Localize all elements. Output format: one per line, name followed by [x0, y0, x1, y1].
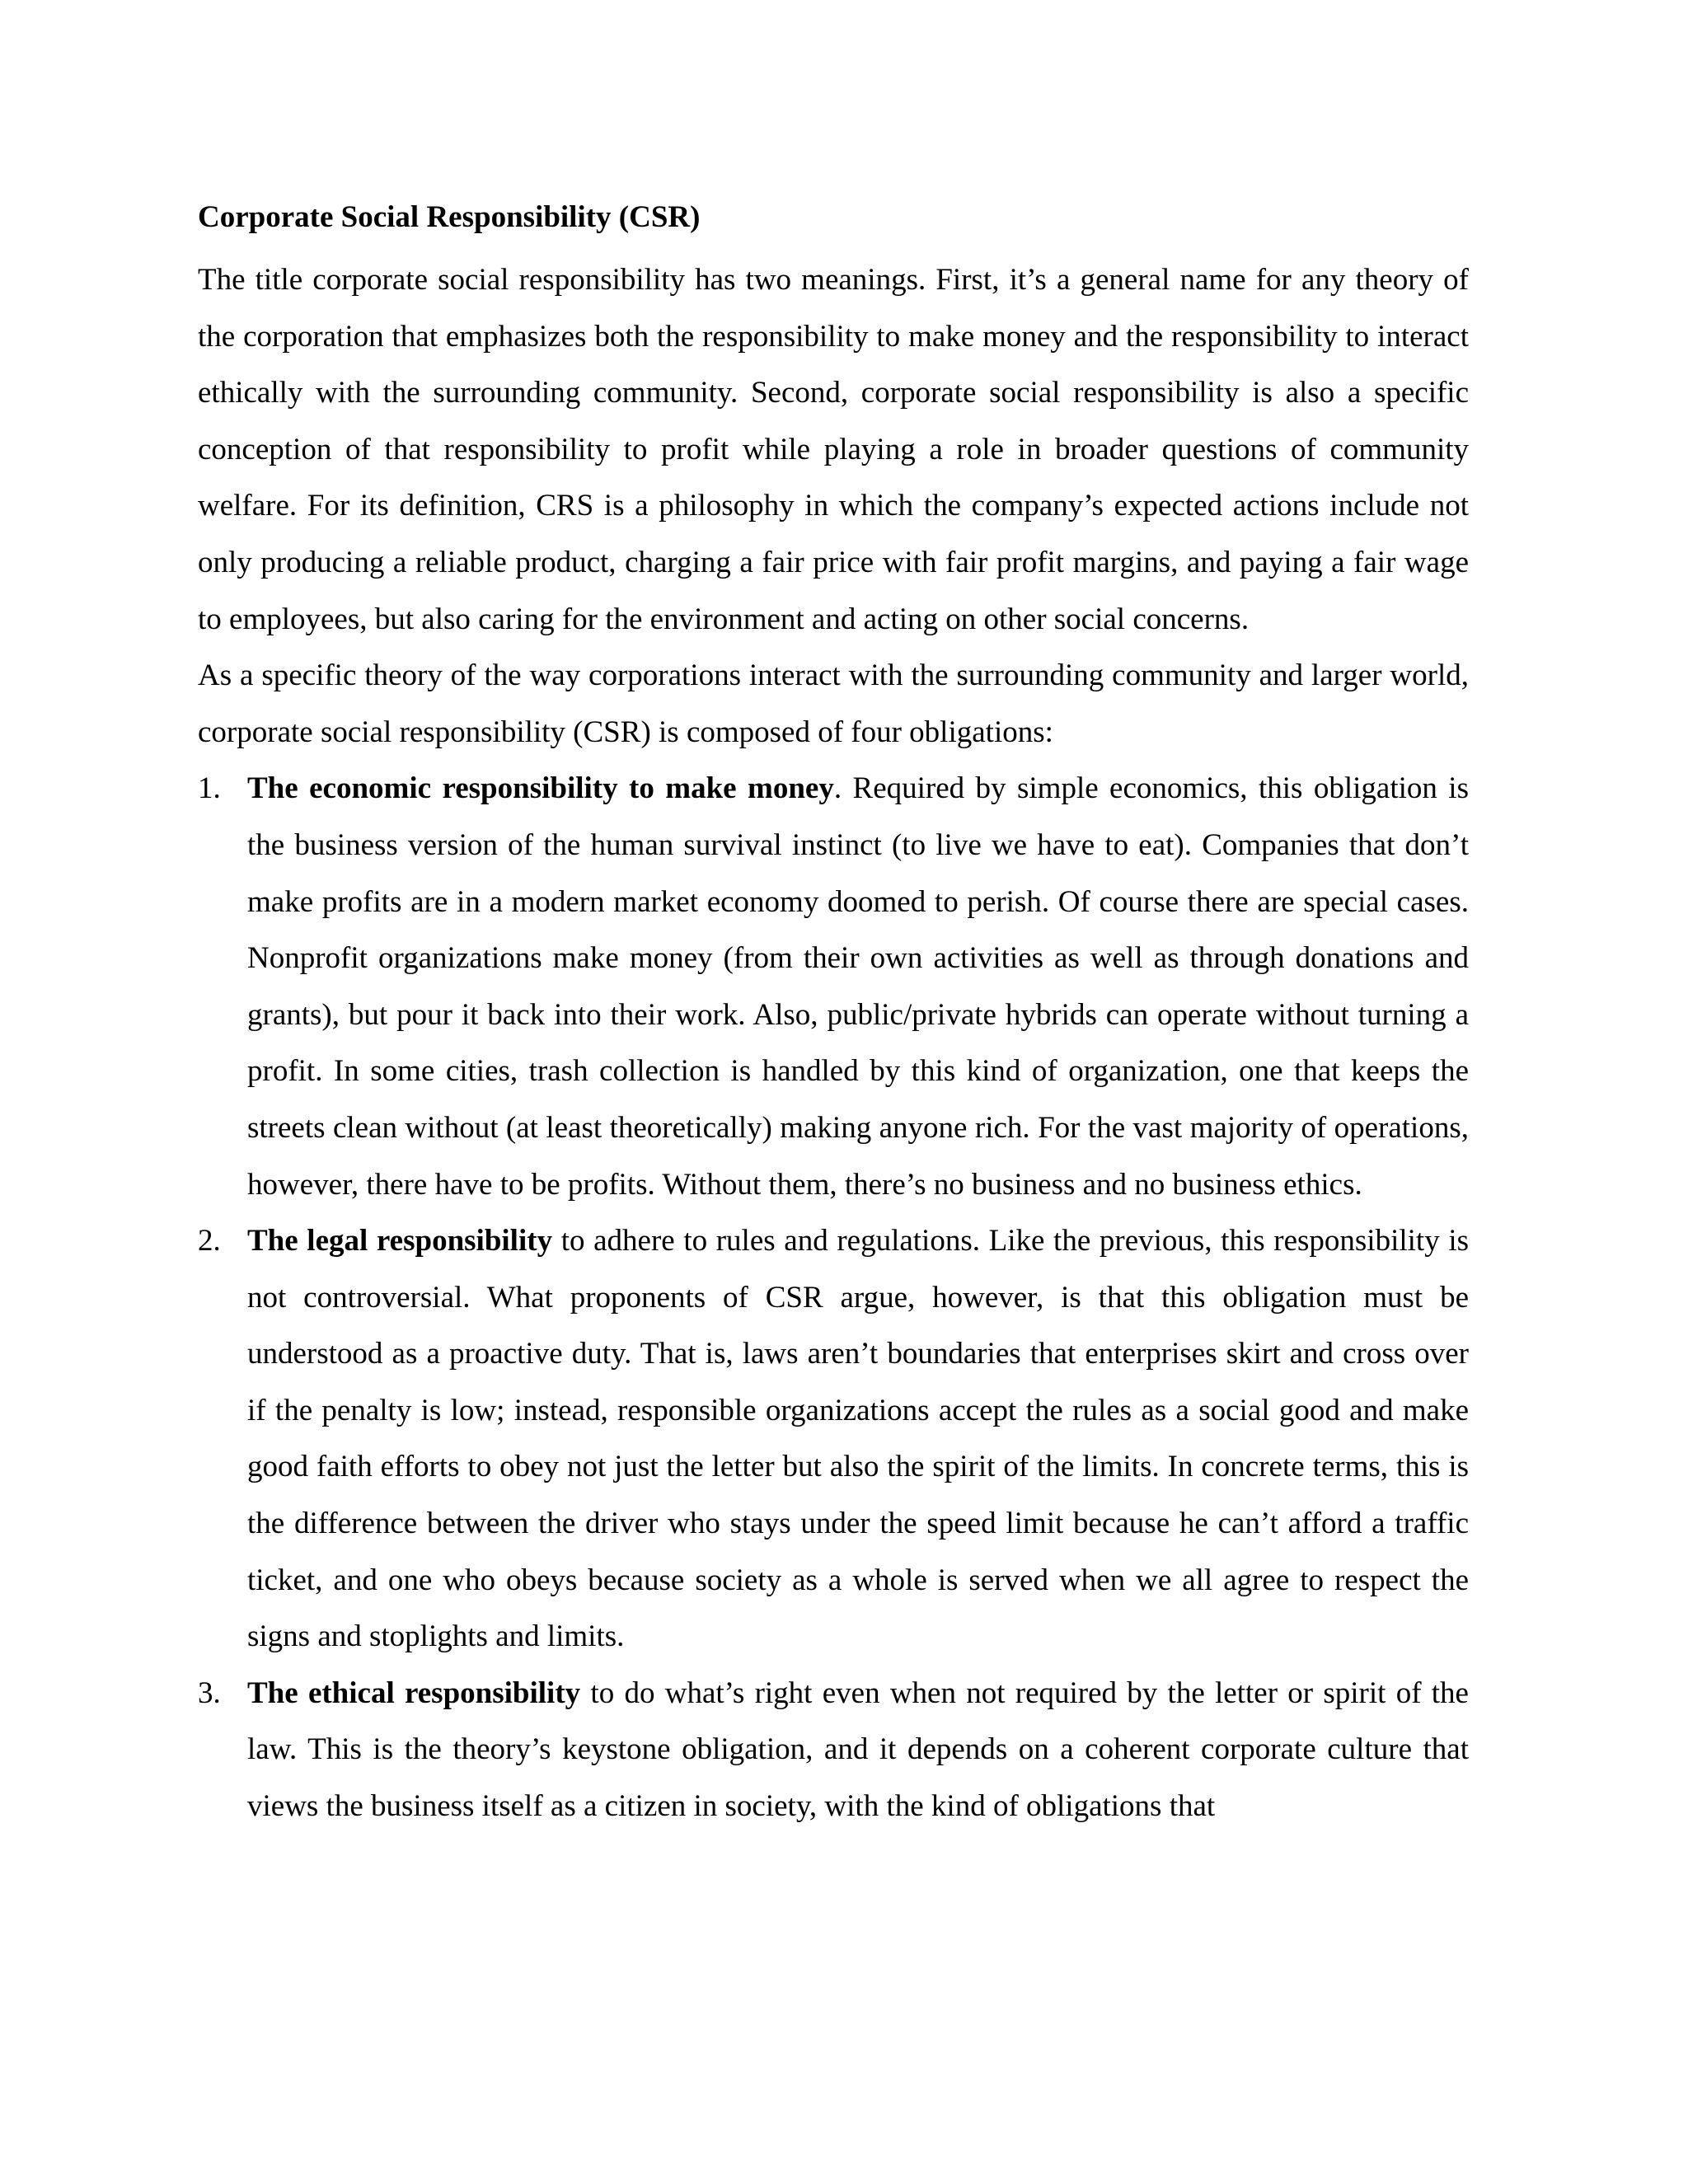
obligation-item-ethical [198, 1666, 1469, 1835]
list-number: 2. [198, 1224, 221, 1258]
obligation-term: The economic responsibility to make money [247, 771, 834, 806]
list-number: 1. [198, 771, 221, 806]
list-number: 3. [198, 1675, 221, 1710]
obligation-text: . Required by simple economics, this obligation is the business version of the human survival instinct (to live we have to eat). Companies that don’t make profits are in a modern market economy doomed to perish. Of course there are special cases. Nonprofit organizations make money (from their own activities as well as through donations and grants), but pour it back into their work. Also, public/private hybrids can operate without turning a profit. In some cities, trash collection is handled by this kind of organization, one that keeps the streets clean without (at least theoretically) making anyone rich. For the vast majority of operations, however, there have to be profits. Without them, there’s no business and no business ethics. [247, 771, 1469, 1202]
obligation-text: to adhere to rules and regulations. Like the previous, this responsibility is not controversial. What proponents of CSR argue, however, is that this obligation must be understood as a proactive duty. That is, laws aren’t boundaries that enterprises skirt and cross over if the penalty is low; instead, responsible organizations accept the rules as a social good and make good faith efforts to obey not just the letter but also the spirit of the limits. In concrete terms, this is the difference between the driver who stays under the speed limit because he can’t afford a traffic ticket, and one who obeys because society as a whole is served when we all agree to respect the signs and stoplights and limits. [247, 1224, 1470, 1654]
obligation-term: The legal responsibility [247, 1224, 553, 1258]
obligation-term: The ethical responsibility [247, 1675, 581, 1710]
obligation-item-legal [198, 1213, 1469, 1666]
obligation-item-economic [198, 761, 1469, 1213]
obligations-intro-paragraph: As a specific theory of the way corporations interact with the surrounding community and larger world, corporate social responsibility (CSR) is composed of four obligations: [198, 658, 1469, 749]
intro-paragraph: The title corporate social responsibility has two meanings. First, it’s a general name for any theory of the corporation that emphasizes both the responsibility to make money and the responsibility to interact ethically with the surrounding community. Second, corporate social responsibility is also a specific conception of that responsibility to profit while playing a role in broader questions of community welfare. For its definition, CRS is a philosophy in which the company’s expected actions include not only producing a reliable product, charging a fair price with fair profit margins, and paying a fair wage to employees, but also caring for the environment and acting on other social concerns. [198, 263, 1469, 636]
obligations-list [198, 761, 1469, 1835]
document-page [198, 196, 1469, 1835]
obligation-text: to do what’s right even when not required by the letter or spirit of the law. This is the theory’s keystone obligation, and it depends on a coherent corporate culture that views the business itself as a citizen in society, with the kind of obligations that [247, 1675, 1469, 1824]
document-title: Corporate Social Responsibility (CSR) [198, 200, 701, 234]
